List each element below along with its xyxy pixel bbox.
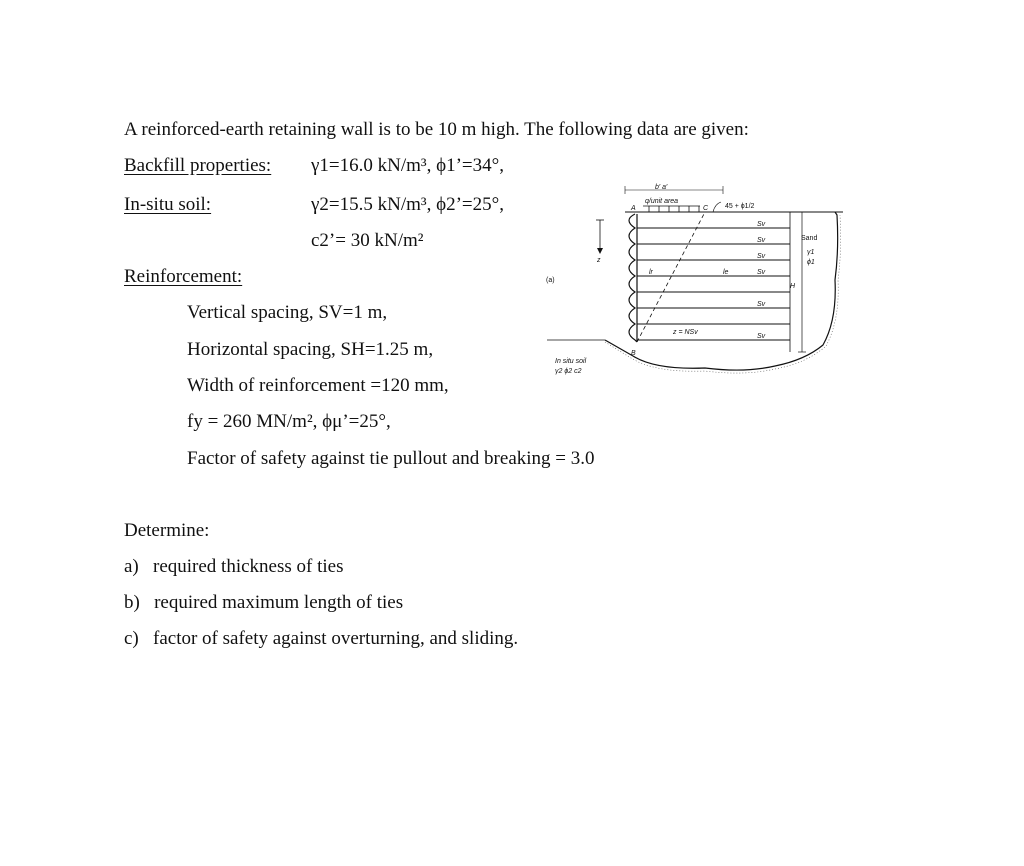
determine-label: Determine: — [124, 520, 210, 541]
figure-panel-label: (a) — [546, 277, 555, 284]
insitu-label: In-situ soil: — [124, 194, 212, 215]
figure-spacing-label: Sv — [757, 269, 766, 276]
backfill-label: Backfill properties: — [124, 155, 272, 176]
reinforcement-label: Reinforcement: — [124, 266, 243, 287]
figure-height-label: H — [790, 283, 796, 290]
figure-spacing-label: Sv — [757, 301, 766, 308]
insitu-value-2: c2’= 30 kN/m² — [311, 230, 424, 251]
figure-nsv-label: z = NSv — [673, 329, 698, 336]
failure-plane — [637, 212, 705, 342]
figure-point-c: C — [703, 205, 709, 212]
figure-spacing-label: Sv — [757, 237, 766, 244]
reinforcement-line: Width of reinforcement =120 mm, — [187, 375, 449, 396]
figure-spacing-label: Sv — [757, 221, 766, 228]
figure-le-label: le — [723, 269, 729, 276]
figure-spacing-label: Sv — [757, 253, 766, 260]
figure-load-label: q/unit area — [645, 198, 679, 205]
figure-spacing-label: Sv — [757, 333, 766, 340]
figure-insitu-label: In situ soil — [555, 358, 587, 365]
reinforcement-line: Factor of safety against tie pullout and breaking = 3.0 — [187, 448, 595, 469]
wall-facing — [629, 214, 637, 342]
figure-sand-gamma: γ1 — [807, 249, 815, 256]
figure-angle-label: 45 + ϕ1/2 — [725, 203, 755, 210]
surface-load — [643, 206, 700, 212]
problem-intro: A reinforced-earth retaining wall is to be 10 m high. The following data are given: — [124, 119, 749, 140]
determine-item: c) factor of safety against overturning, and sliding. — [124, 628, 519, 649]
figure-lr-label: lr — [649, 269, 653, 276]
reinforcement-line: Horizontal spacing, SH=1.25 m, — [187, 339, 434, 360]
figure-dims-top: b′ a′ — [655, 184, 668, 191]
retaining-wall-figure — [545, 170, 845, 400]
reinforcement-ties — [637, 228, 790, 340]
figure-insitu-params: γ2 ϕ2 c2 — [555, 368, 582, 375]
determine-item: b) required maximum length of ties — [124, 592, 404, 613]
backfill-value: γ1=16.0 kN/m³, ϕ1’=34°, — [311, 155, 504, 176]
figure-depth-label: z — [597, 257, 601, 264]
insitu-value-1: γ2=15.5 kN/m³, ϕ2’=25°, — [311, 194, 504, 215]
figure-point-a: A — [631, 205, 636, 212]
figure-sand-label: Sand — [801, 235, 818, 242]
figure-sand-phi: ϕ1 — [807, 259, 815, 266]
reinforcement-line: Vertical spacing, SV=1 m, — [187, 302, 388, 323]
reinforcement-line: fy = 260 MN/m², ϕμ’=25°, — [187, 411, 391, 432]
determine-item: a) required thickness of ties — [124, 556, 344, 577]
figure-point-b: B — [631, 350, 636, 357]
